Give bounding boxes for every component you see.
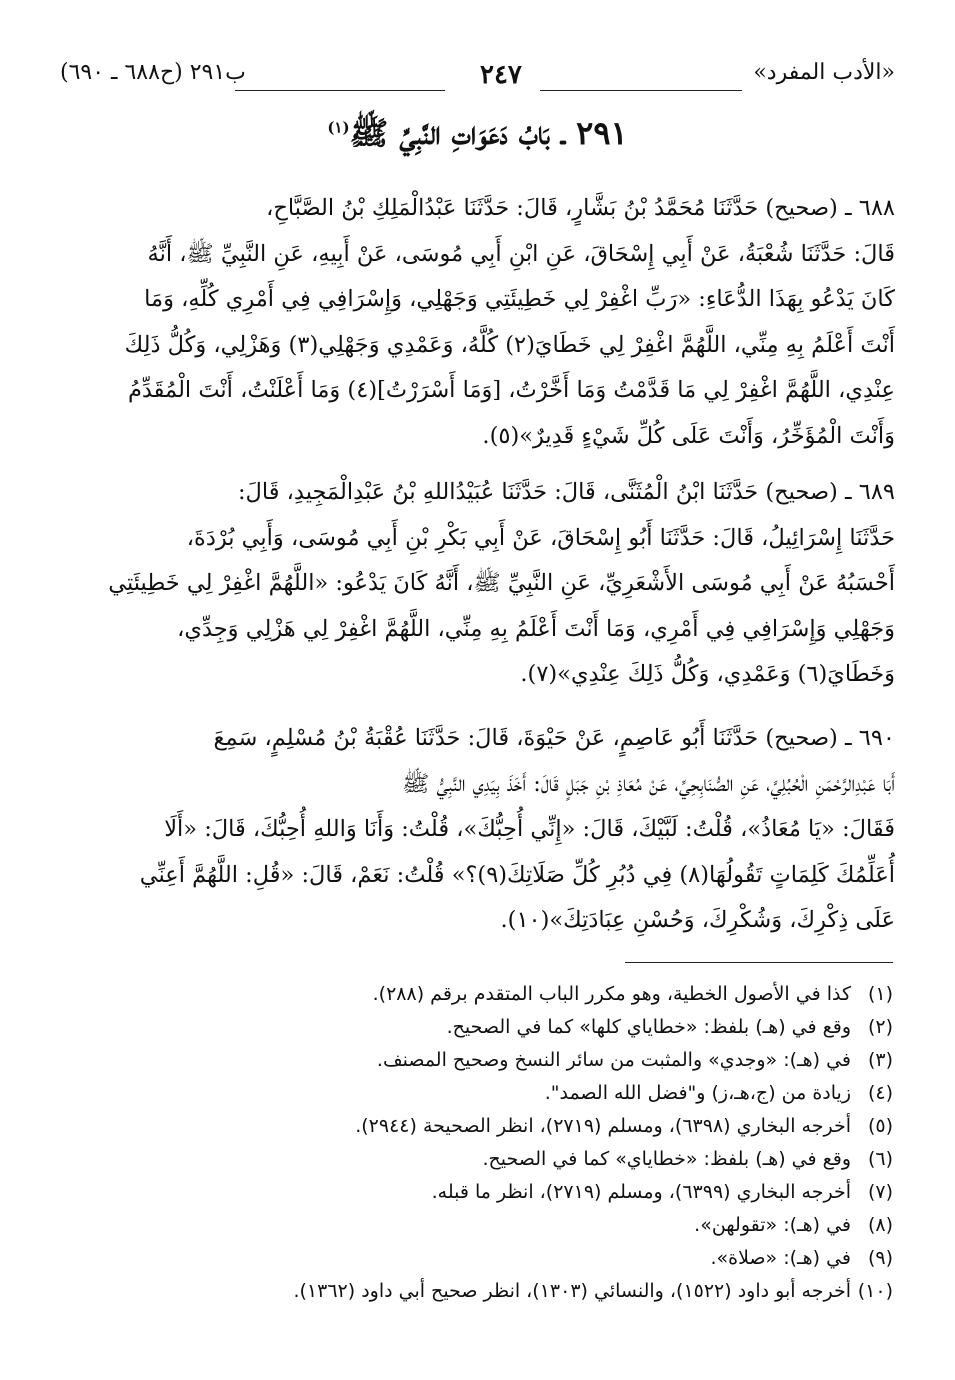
footnote-number: (٣) [867,1049,893,1071]
hadith-line: أُعَلِّمُكَ كَلِمَاتٍ تَقُولُهَا(٨) فِي دُبُرِ كُلِّ صَلَاتِكَ(٩)؟» قُلْتُ: نَعَمْ، قَالَ: «قُلِ: اللَّهُمَّ أَعِنِّي [139,861,895,888]
footnote-text: أخرجه البخاري (٦٣٩٨)، ومسلم (٢٧١٩)، انظر الصحيحة (٢٩٤٤). [355,1115,851,1137]
footnote-number: (٤) [867,1082,893,1104]
footnote-number: (٧) [867,1181,893,1203]
footnote-text: وقع في (هـ) بلفظ: «خطاياي» كما في الصحيح. [482,1148,851,1170]
hadith-line: أَحْسَبُهُ عَنْ أَبِي مُوسَى الأَشْعَرِيِّ، عَنِ النَّبِيِّ ﷺ، أَنَّهُ كَانَ يَدْعُو: «اللَّهُمَّ اغْفِرْ لِي خَطِيئَتِي [108,570,895,596]
header-chapter-ref: ب٢٩١ (ح٦٨٨ ـ ٦٩٠) [60,60,246,85]
footnote-text: زيادة من (ج،هـ،ز) و"فضل الله الصمد". [544,1082,851,1104]
footnote [60,1110,893,1143]
hadith-line: وَجَهْلِي وَإِسْرَافِي فِي أَمْرِي، وَمَا أَنْتَ أَعْلَمُ بِهِ مِنِّي، اللَّهُمَّ اغْفِرْ لِي هَزْلِي وَجِدِّي، [177,615,895,642]
footnote [60,1077,893,1110]
hadith-line: فَقَالَ: «يَا مُعَاذُ»، قُلْتُ: لَبَّيْكَ، قَالَ: «إِنِّي أُحِبُّكَ»، قُلْتُ: وَأَنَا وَاللهِ أُحِبُّكَ، قَالَ: «أَلَا [164,816,895,842]
hadith-line: وَأَنْتَ الْمُؤَخِّرُ، وَأَنْتَ عَلَى كُلِّ شَيْءٍ قَدِيرٌ»(٥). [482,422,895,449]
chapter-heading [60,114,895,160]
hadith-line: أَنْتَ أَعْلَمُ بِهِ مِنِّي، اللَّهُمَّ اغْفِرْ لِي خَطَايَ(٢) كُلَّهُ، وَعَمْدِي وَجَهْلِي(٣) وَهَزْلِي، وَكُلُّ ذَلِكَ [124,331,895,358]
footnote-text: في (هـ): «وجدي» والمثبت من سائر النسخ وصحيح المصنف. [376,1049,851,1071]
footnote-text: كذا في الأصول الخطية، وهو مكرر الباب المتقدم برقم (٢٨٨). [372,983,851,1005]
hadith-line: وَخَطَايَ(٦) وَعَمْدِي، وَكُلُّ ذَلِكَ عِنْدِي»(٧). [520,661,895,687]
hadith-line: ٦٨٨ ـ (صحيح) حَدَّثَنَا مُحَمَّدُ بْنُ بَشَّارٍ، قَالَ: حَدَّثَنَا عَبْدُالْمَلِكِ بْنُ الصَّبَّاحِ، [266,195,895,221]
footnote-text: أخرجه البخاري (٦٣٩٩)، ومسلم (٢٧١٩)، انظر ما قبله. [431,1181,851,1203]
hadith-line: ٦٩٠ ـ (صحيح) حَدَّثَنَا أَبُو عَاصِمٍ، عَنْ حَيْوَةَ، قَالَ: حَدَّثَنَا عُقْبَةُ بْنُ مُسْلِمٍ، سَمِعَ [213,725,895,751]
footnote-separator [625,962,893,963]
footnote-number: (٥) [867,1115,893,1137]
hadith-690 [62,716,895,944]
hadith-line: ٦٨٩ ـ (صحيح) حَدَّثَنَا ابْنُ الْمُثَنَّى، قَالَ: حَدَّثَنَا عُبَيْدُاللهِ بْنُ عَبْدِالْمَجِيدِ، قَالَ: [237,479,895,505]
footnote-text: في (هـ): «تقولهن». [694,1214,851,1236]
header-book-title: «الأدب المفرد» [753,60,895,85]
footnote [60,1011,893,1044]
footnote [60,1044,893,1077]
footnote [60,1242,893,1275]
footnote [60,1209,893,1242]
footnote-number: (١٠) [857,1280,893,1302]
hadith-689 [62,470,895,698]
footnote [60,1143,893,1176]
footnote [60,1275,893,1308]
chapter-note-ref: (١) [327,118,350,137]
hadith-line: أَبَا عَبْدِالرَّحْمَنِ الْحُبُلِيَّ، عَنِ الصُّنَابِحِيِّ، عَنْ مُعَاذِ بْنِ جَبَلٍ قَالَ: أَخَذَ بِيَدِي النَّبِيُّ ﷺ [402,770,895,797]
chapter-title: ٢٩١ ـ بَابُ دَعَوَاتِ النَّبِيِّ ﷺ [349,114,628,152]
hadith-line: كَانَ يَدْعُو بِهَذَا الدُّعَاءِ: «رَبِّ اغْفِرْ لِي خَطِيئَتِي وَجَهْلِي، وَإِسْرَافِي فِي أَمْرِي كُلِّهِ، وَمَا [144,286,895,312]
header-page-number: ٢٤٧ [480,60,522,90]
footnote-number: (٢) [867,1016,893,1038]
footnotes [60,978,893,1308]
footnote-number: (٨) [867,1214,893,1236]
footnote-number: (١) [867,983,893,1005]
footnote-text: وقع في (هـ) بلفظ: «خطاياي كلها» كما في الصحيح. [446,1016,851,1038]
footnote [60,978,893,1011]
hadith-line: عَلَى ذِكْرِكَ، وَشُكْرِكَ، وَحُسْنِ عِبَادَتِكَ»(١٠). [500,907,895,933]
footnote-number: (٦) [867,1148,893,1170]
hadith-688 [62,186,895,459]
footnote-text: في (هـ): «صلاة». [710,1247,851,1269]
header-rule-right [540,90,742,91]
footnote [60,1176,893,1209]
running-header [60,60,895,100]
hadith-line: عِنْدِي، اللَّهُمَّ اغْفِرْ لِي مَا قَدَّمْتُ وَمَا أَخَّرْتُ، [وَمَا أَسْرَرْتُ](٤) وَمَا أَعْلَنْتُ، أَنْتَ الْمُقَدِّمُ [127,377,895,403]
header-rule-left [235,90,445,91]
hadith-line: حَدَّثَنَا إِسْرَائِيلُ، قَالَ: حَدَّثَنَا أَبُو إِسْحَاقَ، عَنْ أَبِي بَكْرِ بْنِ أَبِي مُوسَى، وَأَبِي بُرْدَةَ، [186,524,895,551]
hadith-line: قَالَ: حَدَّثَنَا شُعْبَةُ، عَنْ أَبِي إِسْحَاقَ، عَنِ ابْنِ أَبِي مُوسَى، عَنْ أَبِيهِ، عَنِ النَّبِيِّ ﷺ، أَنَّهُ [147,240,895,267]
footnote-number: (٩) [867,1247,893,1269]
footnote-text: أخرجه أبو داود (١٥٢٢)، والنسائي (١٣٠٣)، انظر صحيح أبي داود (١٣٦٢). [293,1280,851,1302]
